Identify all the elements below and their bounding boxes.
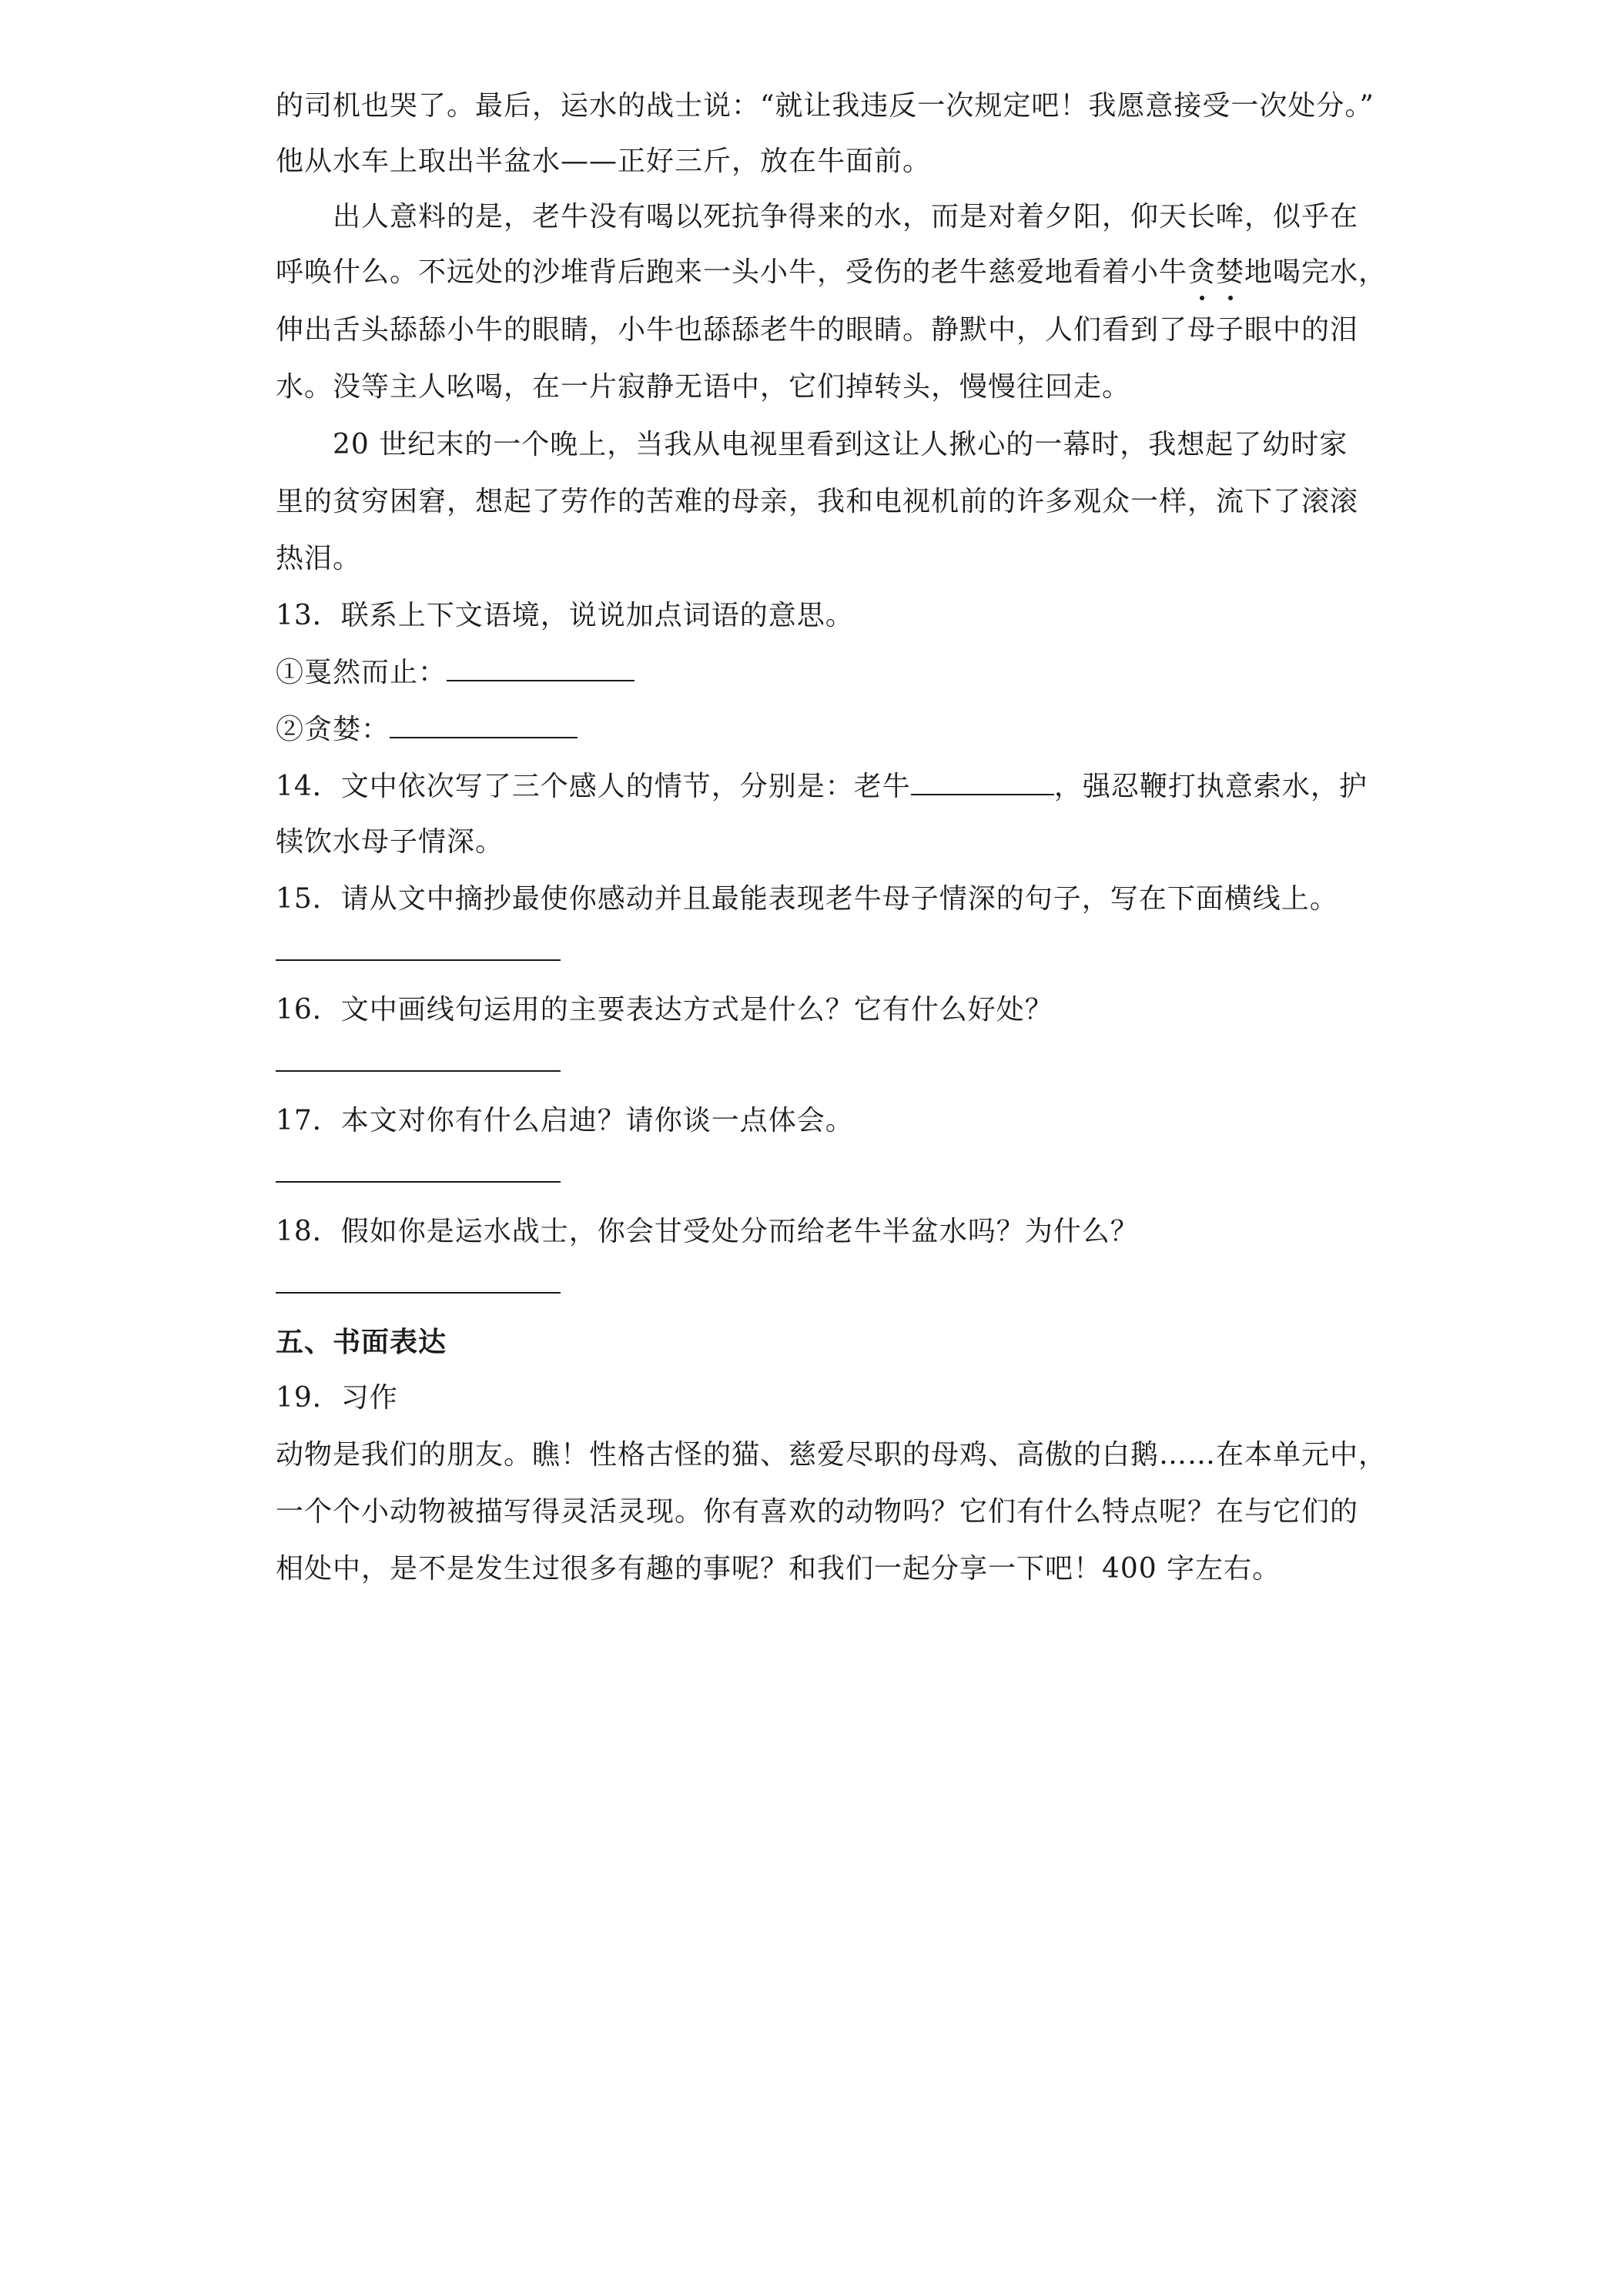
- answer-line[interactable]: [276, 959, 561, 961]
- question-14-text-b: ，强忍鞭打执意索水，护: [1053, 771, 1368, 802]
- question-13-1-label: ①戛然而止：: [276, 657, 447, 688]
- question-14-text-a: 14．文中依次写了三个感人的情节，分别是：老牛: [276, 771, 911, 802]
- question-17: 17．本文对你有什么启迪？请你谈一点体会。: [276, 1105, 854, 1136]
- question-18: 18．假如你是运水战士，你会甘受处分而给老牛半盆水吗？为什么？: [276, 1216, 1139, 1247]
- passage-line-7: 20 世纪末的一个晚上，当我从电视里看到这让人揪心的一幕时，我想起了幼时家: [333, 429, 1348, 460]
- dotted-char: 婪: [1216, 254, 1244, 291]
- answer-blank[interactable]: [447, 657, 635, 681]
- passage-line-4-text: 呼唤什么。不远处的沙堆背后跑来一头小牛，受伤的老牛慈爱地看着小牛: [276, 256, 1188, 288]
- dotted-char: 贪: [1187, 254, 1216, 291]
- passage-line-9: 热泪。: [276, 543, 362, 574]
- question-13-2-label: ②贪婪：: [276, 714, 390, 745]
- question-16: 16．文中画线句运用的主要表达方式是什么？它有什么好处？: [276, 994, 1053, 1026]
- passage-line-4-tail: 地喝完水，: [1244, 256, 1388, 288]
- passage-line-8: 里的贫穷困窘，想起了劳作的苦难的母亲，我和电视机前的许多观众一样，流下了滚滚: [276, 486, 1359, 517]
- question-14-cont: 犊饮水母子情深。: [276, 826, 504, 858]
- passage-line-5: 伸出舌头舔舔小牛的眼睛，小牛也舔舔老牛的眼睛。静默中，人们看到了母子眼中的泪: [276, 314, 1359, 346]
- answer-line[interactable]: [276, 1070, 561, 1072]
- essay-prompt-line-3: 相处中，是不是发生过很多有趣的事呢？和我们一起分享一下吧！400 字左右。: [276, 1553, 1281, 1585]
- answer-line[interactable]: [276, 1181, 561, 1183]
- question-15: 15．请从文中摘抄最使你感动并且最能表现老牛母子情深的句子，写在下面横线上。: [276, 883, 1338, 915]
- passage-line-2: 他从水车上取出半盆水——正好三斤，放在牛面前。: [276, 146, 932, 177]
- question-14: [276, 768, 1368, 805]
- section-heading: 五、书面表达: [276, 1327, 447, 1358]
- passage-line-1: 的司机也哭了。最后，运水的战士说：“就让我违反一次规定吧！我愿意接受一次处分。”: [276, 90, 1375, 122]
- passage-line-3: 出人意料的是，老牛没有喝以死抗争得来的水，而是对着夕阳，仰天长哞，似乎在: [333, 201, 1359, 233]
- answer-line[interactable]: [276, 1292, 561, 1294]
- answer-blank[interactable]: [911, 771, 1054, 795]
- question-13: 13．联系上下文语境，说说加点词语的意思。: [276, 600, 854, 631]
- passage-line-4: [276, 254, 1388, 291]
- passage-line-6: 水。没等主人吆喝，在一片寂静无语中，它们掉转头，慢慢往回走。: [276, 371, 1131, 403]
- essay-prompt-line-1: 动物是我们的朋友。瞧！性格古怪的猫、慈爱尽职的母鸡、高傲的白鹅……在本单元中，: [276, 1439, 1388, 1471]
- question-13-1: [276, 654, 1361, 691]
- question-13-2: [276, 711, 1361, 748]
- answer-blank[interactable]: [390, 714, 578, 738]
- essay-prompt-line-2: 一个个小动物被描写得灵活灵现。你有喜欢的动物吗？它们有什么特点呢？在与它们的: [276, 1496, 1359, 1528]
- question-19: 19．习作: [276, 1382, 398, 1414]
